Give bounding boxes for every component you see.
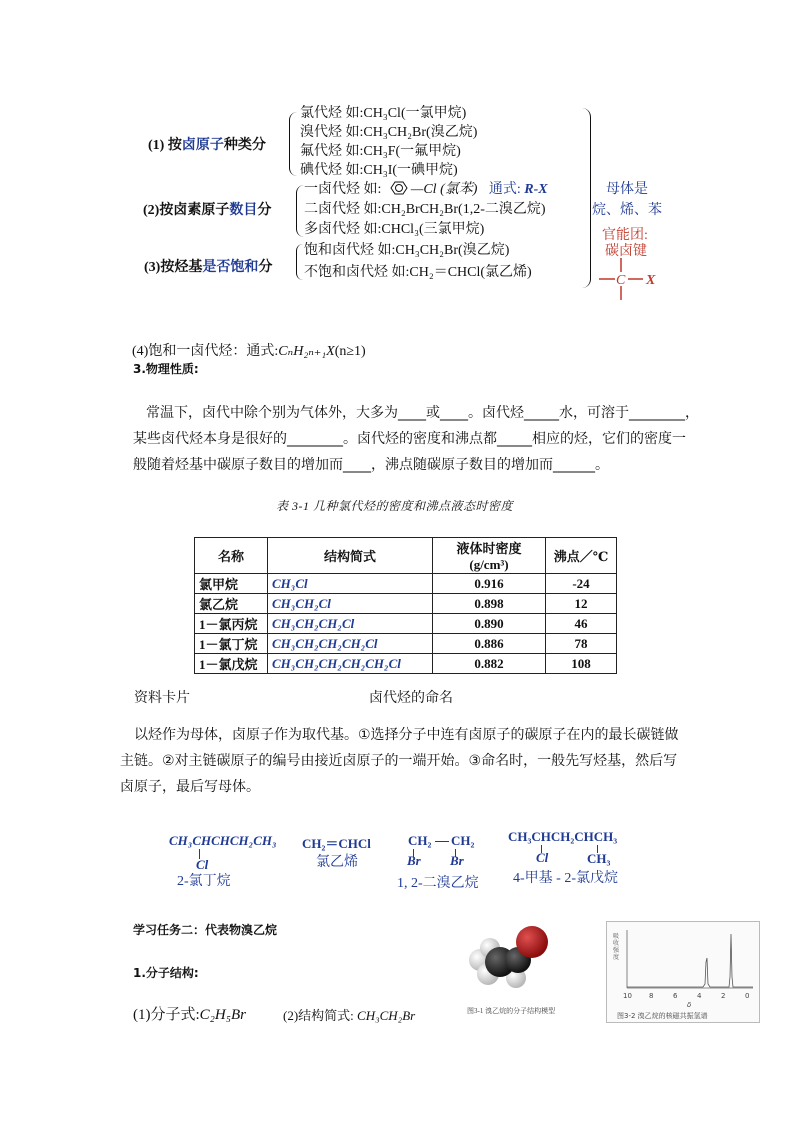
table-row: 1－氯戊烷 CH₃CH₂CH₂CH₂CH₂Cl 0.882 108 [195,654,617,674]
table-row: 1－氯丁烷 CH₃CH₂CH₂CH₂Cl 0.886 78 [195,634,617,654]
table-header: 名称 [195,538,268,574]
table-header-row [195,538,617,574]
formula-line: (4)饱和一卤代烃：通式:CₙH₂ₙ₊₁X(n≥1) [132,344,366,359]
figure2-caption: 图3-2 溴乙烷的核磁共振氢谱 [617,1012,708,1020]
nmr-figure [606,921,760,1023]
row2-items [304,180,548,240]
benzene-ring-icon [385,180,411,196]
card-label: 资料卡片 [134,690,190,706]
table-header: 结构简式 [268,538,433,574]
x-atom-label: X [646,273,656,288]
example2-main: CH₂＝CHCl [302,836,371,851]
nmr-tick: 0 [745,992,750,1000]
nmr-xlabel: δ [687,1001,692,1009]
example4-sub-b: CH₃ [587,851,611,866]
nmr-trace [627,934,753,987]
table-row: 氯乙烷 CH₃CH₂Cl 0.898 12 [195,594,617,614]
molecule-model-image [462,922,554,992]
row1-item: 氯代烃 如:CH₃Cl(一氯甲烷) [300,106,467,121]
example3-main-b: CH₂ [451,833,475,848]
example3-main-a: CH₂ [408,833,432,848]
row2-item: 多卤代烃 如:CHCl₃(三氯甲烷) [304,222,485,237]
table-header: 沸点／℃ [546,538,617,574]
row1-item: 溴代烃 如:CH₃CH₂Br(溴乙烷) [300,125,478,140]
nmr-tick: 10 [623,992,632,1000]
c-x-bond-diagram [597,256,667,304]
row3-items [304,240,532,284]
table-header: 液体时密度(g/cm³) [433,538,546,574]
right-note-4: 碳卤键 [605,244,647,259]
class-row2-label: (2)按卤素原子数目分 [143,203,272,218]
example3-sub-b: Br [450,853,464,868]
right-brace [582,108,591,288]
example4-name: 4-甲基 - 2-氯戊烷 [513,871,618,886]
nmr-tick: 4 [697,992,702,1000]
example3-name: 1, 2-二溴乙烷 [397,876,479,891]
right-note-2: 烷、烯、苯 [592,203,662,218]
task2-title: 学习任务二：代表物溴乙烷 [133,923,278,937]
example4-sub-a: Cl [536,850,549,865]
row1-item: 氟代烃 如:CH₃F(一氟甲烷) [300,144,461,159]
card-title: 卤代烃的命名 [369,690,453,706]
example4-main: CH₃CHCH₂CHCH₃ [508,829,618,844]
section3-title: 3.物理性质: [133,362,199,376]
nmr-tick: 8 [649,992,654,1000]
brace-row2 [296,185,304,237]
molecular-formula: (1)分子式:C₂H₅Br [133,1007,246,1023]
row3-item: 饱和卤代烃 如:CH₃CH₂Br(溴乙烷) [304,243,510,258]
row1-item: 碘代烃 如:CH₃I(一碘甲烷) [300,163,458,178]
row1-items [300,104,477,180]
density-table [194,537,617,674]
table-caption: 表 3-1 几种氯代烃的密度和沸点液态时密度 [276,499,513,513]
brace-row1 [289,112,297,176]
example1-name: 2-氯丁烷 [177,874,231,889]
example3-sub-a: Br [407,853,421,868]
class-row3-label: (3)按烃基是否饱和分 [144,260,273,275]
right-note: 母体是 [606,182,648,197]
row2-item: 一卤代烃 如: —Cl (氯苯) 通式: R-X [304,182,548,197]
example2-name: 氯乙烯 [316,855,358,870]
svg-text:吸收强度: 吸收强度 [613,933,620,961]
c-atom-label: C [616,273,626,288]
card-paragraph: 以烃作为母体，卤原子作为取代基。①选择分子中连有卤原子的碳原子在内的最长碳链做 主链。②对主链碳原子的编号由接近卤原子的一端开始。③命名时，一般先写烃基，然后写 卤原子，最后写母体。 [120,727,679,795]
nmr-spectrum-chart [607,922,759,1022]
table-row: 氯甲烷 CH₃Cl 0.916 -24 [195,574,617,594]
table-row: 1－氯丙烷 CH₃CH₂CH₂Cl 0.890 46 [195,614,617,634]
row3-item: 不饱和卤代烃 如:CH₂＝CHCl(氯乙烯) [304,265,532,280]
class-row1-label: (1) 按卤原子种类分 [148,138,266,153]
task2-subtitle: 1.分子结构: [133,966,199,980]
example1-sub: Cl [196,857,209,872]
example3-bond [435,841,449,842]
example1-main: CH₃CHCHCH₂CH₃ [169,833,277,848]
nmr-tick: 6 [673,992,678,1000]
nmr-tick: 2 [721,992,726,1000]
right-note-3: 官能团: [602,228,648,243]
structural-formula: (2)结构简式: CH₃CH₂Br [283,1008,416,1023]
figure1-caption: 图3-1 溴乙烷的分子结构模型 [467,1007,556,1015]
row2-item: 二卤代烃 如:CH₂BrCH₂Br(1,2-二溴乙烷) [304,202,546,217]
section3-paragraph: 常温下，卤代中除个别为气体外，大多为____或____。卤代烃_____水，可溶于________， 某些卤代烃本身是很好的________。卤代烃的密度和沸点都_____相应的烃，它们的密度一 般随着烃基中碳原子数目的增加而____，沸点随碳原子数目的增加而______。 [133,405,699,473]
brace-row3 [296,244,303,280]
